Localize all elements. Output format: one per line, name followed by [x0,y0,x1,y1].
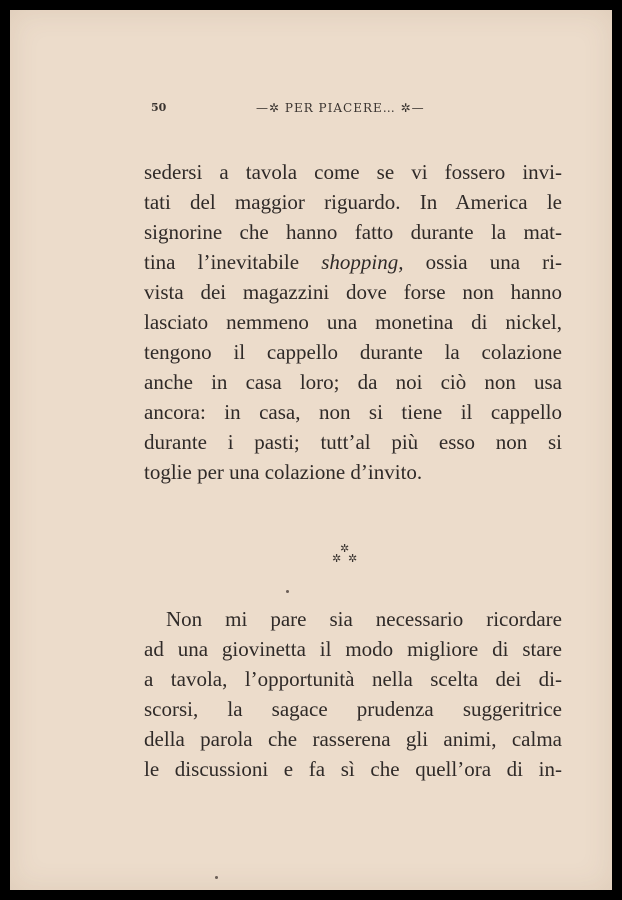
asterisk-icon: ✲ [348,552,358,565]
text-line: della parola che rasserena gli animi, calma [144,727,562,751]
text-line: le discussioni e fa sì che quell’ora di in- [144,757,562,781]
text-line: ad una giovinetta il modo migliore di stare [144,637,562,661]
text-line [144,247,562,277]
running-title: —✲ PER PIACERE… ✲— [256,101,425,115]
text-span: ossia una ri- [425,250,562,274]
paper-speck [215,876,218,879]
paper-speck [286,590,289,593]
text-line: sedersi a tavola come se vi fossero invi- [144,160,562,184]
text-line: lasciato nemmeno una monetina di nickel, [144,310,562,334]
text-span: tina l’inevitabile [144,250,300,274]
text-line: a tavola, l’opportunità nella scelta dei di- [144,667,562,691]
paragraph-2 [144,604,562,784]
text-line: anche in casa loro; da noi ciò non usa [144,370,562,394]
page-header [10,101,612,121]
italic-word: shopping, [321,250,404,274]
text-line: tengono il cappello durante la colazione [144,340,562,364]
text-line: signorine che hanno fatto durante la mat- [144,220,562,244]
text-line: durante i pasti; tutt’al più esso non si [144,430,562,454]
text-line: Non mi pare sia necessario ricordare [166,607,562,631]
text-line: vista dei magazzini dove forse non hanno [144,280,562,304]
text-line: ancora: in casa, non si tiene il cappello [144,400,562,424]
paragraph-1 [144,157,562,487]
text-line: tati del maggior riguardo. In America le [144,190,562,214]
page-number: 50 [151,101,167,114]
text-line: scorsi, la sagace prudenza suggeritrice [144,697,562,721]
asterisk-icon: ✲ [340,542,350,555]
book-page [10,10,612,890]
text-line: toglie per una colazione d’invito. [144,460,423,484]
asterisk-icon: ✲ [332,552,342,565]
asterism-separator [330,542,366,572]
